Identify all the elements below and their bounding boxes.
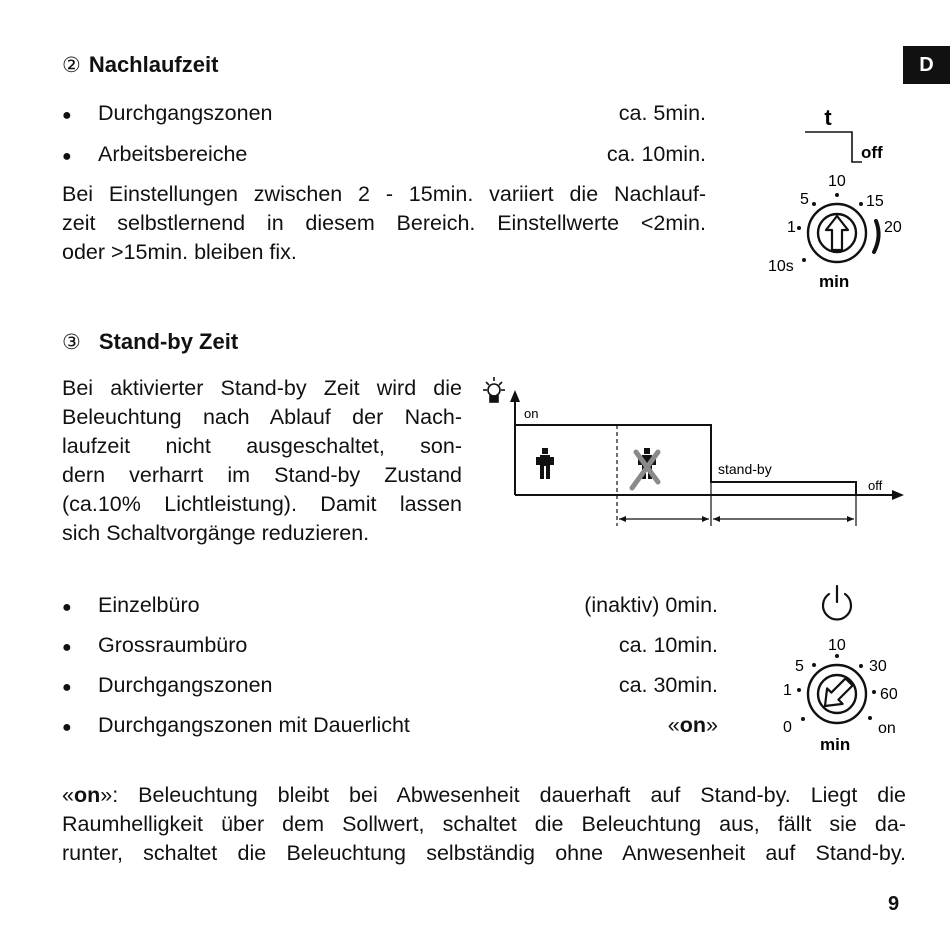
section-heading-nachlaufzeit — [62, 52, 218, 78]
dial-off-label: off — [861, 143, 883, 162]
off-step-line — [805, 132, 862, 162]
dial-dot — [872, 690, 876, 694]
dial-dot — [797, 688, 801, 692]
paragraph-line: Bei aktivierter Stand-by Zeit wird die — [62, 376, 462, 400]
dial-dot — [835, 193, 839, 197]
list-item-value: ca. 5min. — [618, 101, 706, 125]
list-item-label: Durchgangszonen — [98, 673, 273, 697]
paragraph-standby — [62, 374, 462, 548]
list-item-value: ca. 10min. — [618, 633, 718, 657]
dial-mark: 1 — [787, 219, 796, 236]
dial-mark: 30 — [869, 658, 887, 675]
dial-mark: 10s — [768, 258, 794, 275]
section-heading-standby — [62, 329, 238, 355]
bullet-icon: ● — [62, 148, 72, 165]
list-item-label: Einzelbüro — [98, 593, 200, 617]
paragraph-line: laufzeit nicht ausgeschaltet, son- — [62, 434, 462, 458]
paragraph-on-mode — [62, 781, 906, 868]
list-item — [62, 675, 718, 697]
paragraph-line: runter, schaltet die Beleuchtung selbständig ohne Anwesenheit auf Stand-by. — [62, 841, 906, 865]
bullet-icon: ● — [62, 719, 72, 736]
dial-mark: 20 — [884, 219, 902, 236]
paragraph-line: Beleuchtung nach Ablauf der Nach- — [62, 405, 462, 429]
dial-mark: 0 — [783, 719, 792, 736]
section-title: Stand-by Zeit — [98, 329, 239, 354]
on-keyword: on — [679, 713, 707, 737]
bullet-icon: ● — [62, 107, 72, 124]
dial-mark: 15 — [866, 193, 884, 210]
dial-dot — [859, 202, 863, 206]
paragraph-line: oder >15min. bleiben fix. — [62, 240, 297, 264]
list-item-value: ca. 30min. — [618, 673, 718, 697]
dial-unit: min — [819, 272, 850, 291]
person-present-icon — [536, 448, 554, 479]
dial-dot — [868, 716, 872, 720]
dial-dot — [859, 664, 863, 668]
dial-mark: 1 — [783, 682, 792, 699]
paragraph-line: (ca.10% Lichtleistung). Damit lassen — [62, 492, 462, 516]
dial-mark: on — [878, 720, 896, 737]
y-axis-arrow — [510, 390, 520, 402]
list-item-label: Grossraumbüro — [98, 633, 248, 657]
paragraph-line: Bei Einstellungen zwischen 2 - 15min. variiert die Nachlauf- — [62, 182, 706, 206]
paragraph-line: sich Schaltvorgänge reduzieren. — [62, 521, 370, 545]
paragraph-line: zeit selbstlernend in diesem Bereich. Einstellwerte <2min. — [62, 211, 706, 235]
dial-dot — [812, 202, 816, 206]
dial-range-arc — [874, 221, 879, 252]
paragraph-line: Raumhelligkeit über dem Sollwert, schaltet die Beleuchtung aus, fällt sie da- — [62, 812, 906, 836]
dial-dot — [802, 258, 806, 262]
dial-top-label: t — [824, 105, 832, 130]
light-level-line — [515, 425, 856, 495]
standby-timing-diagram — [478, 374, 910, 534]
quote-mark: « — [62, 783, 74, 807]
list-item-label: Durchgangszonen mit Dauerlicht — [98, 713, 410, 737]
list-item — [62, 144, 706, 166]
off-level-label: off — [868, 478, 883, 493]
standby-level-label: stand-by — [718, 461, 772, 477]
power-icon — [823, 586, 851, 619]
person-absent-icon — [632, 448, 658, 488]
list-item — [62, 103, 706, 125]
paragraph-line — [62, 781, 906, 810]
dial-dot — [835, 654, 839, 658]
bullet-icon: ● — [62, 679, 72, 696]
on-keyword: on — [73, 783, 101, 807]
list-item-value: ca. 10min. — [606, 142, 706, 166]
list-item-value — [668, 715, 718, 737]
quote-mark: « — [667, 713, 680, 737]
paragraph-nachlaufzeit — [62, 180, 706, 267]
x-axis-arrow — [892, 490, 904, 500]
bullet-icon: ● — [62, 639, 72, 656]
list-item-value: (inaktiv) 0min. — [584, 593, 718, 617]
paragraph-line: dern verharrt im Stand-by Zustand — [62, 463, 462, 487]
list-item — [62, 715, 718, 737]
section-number: ③ — [62, 331, 81, 354]
bullet-icon: ● — [62, 599, 72, 616]
standby-dial-figure — [770, 582, 920, 760]
dial-mark: 10 — [828, 173, 846, 190]
dial-mark: 10 — [828, 637, 846, 654]
dial-unit: min — [820, 735, 851, 754]
paragraph-text: : Beleuchtung bleibt bei Abwesenheit dauerhaft auf Stand-by. Liegt die — [112, 783, 906, 807]
section-title: Nachlaufzeit — [88, 52, 219, 77]
section-number: ② — [62, 54, 81, 77]
language-tab: D — [903, 46, 950, 84]
list-item-label: Arbeitsbereiche — [98, 142, 248, 166]
quote-mark: » — [706, 713, 718, 737]
on-level-label: on — [524, 406, 539, 421]
list-item — [62, 595, 718, 617]
dial-mark: 60 — [880, 686, 898, 703]
dial-mark: 5 — [795, 658, 804, 675]
light-bulb-icon — [483, 377, 505, 402]
quote-mark: » — [100, 783, 113, 807]
dial-mark: 5 — [800, 191, 809, 208]
page-number: 9 — [888, 893, 900, 915]
list-item-label: Durchgangszonen — [98, 101, 273, 125]
dial-dot — [801, 717, 805, 721]
dial-dot — [797, 226, 801, 230]
dial-dot — [812, 663, 816, 667]
list-item — [62, 635, 718, 657]
nachlaufzeit-dial-figure — [760, 98, 920, 298]
